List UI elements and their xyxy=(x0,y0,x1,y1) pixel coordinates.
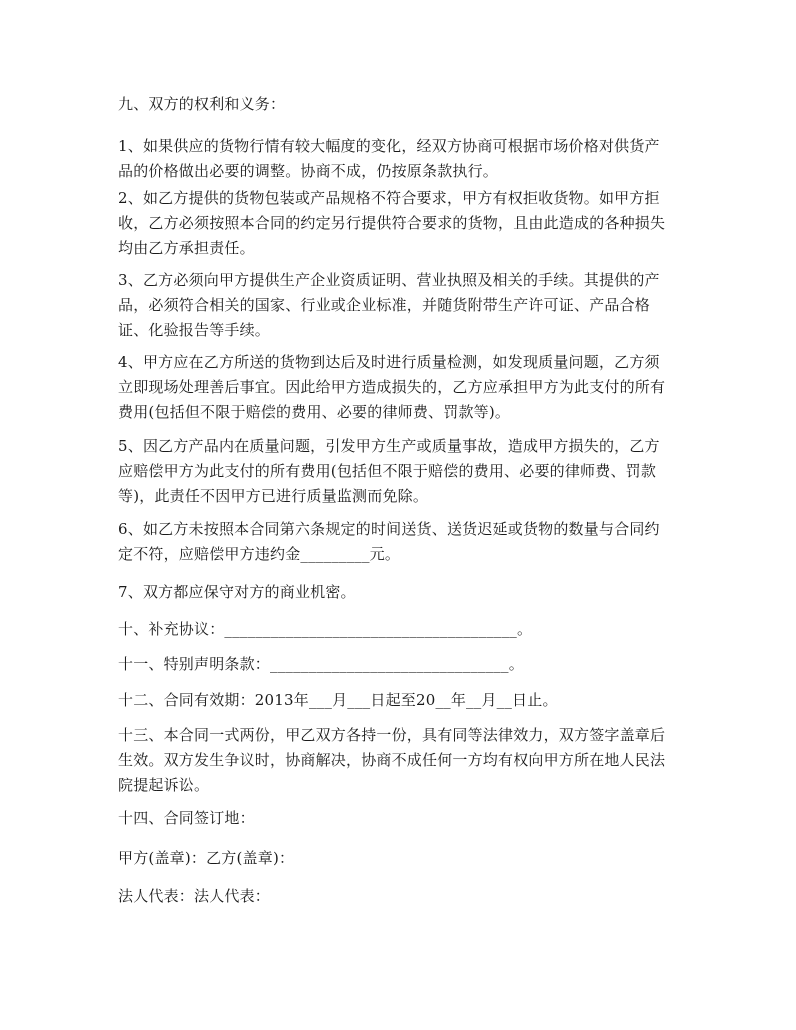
section-11-special-terms xyxy=(118,652,678,677)
text-line: 证、化验报告等手续。 xyxy=(118,321,271,339)
section-9-item-5 xyxy=(118,434,678,509)
section-9-item-6 xyxy=(118,517,678,567)
text-line: 十三、本合同一式两份，甲乙双方各持一份，具有同等法律效力，双方签字盖章后 xyxy=(118,726,666,744)
text-line: 法人代表：法人代表： xyxy=(118,887,271,905)
text-line: 应赔偿甲方为此支付的所有费用(包括但不限于赔偿的费用、必要的律师费、罚款 xyxy=(118,462,657,480)
text-line: 1、如果供应的货物行情有较大幅度的变化，经双方协商可根据市场价格对供货产 xyxy=(118,137,660,155)
section-9-item-1 xyxy=(118,134,678,184)
text-line: 2、如乙方提供的货物包装或产品规格不符合要求，甲方有权拒收货物。如甲方拒 xyxy=(118,189,660,207)
text-line: 定不符，应赔偿甲方违约金_________元。 xyxy=(118,545,401,563)
text-line: 九、双方的权利和义务： xyxy=(118,95,286,113)
section-9-heading xyxy=(118,92,678,117)
legal-representative-line xyxy=(118,884,678,909)
text-line: 品的价格做出必要的调整。协商不成，仍按原条款执行。 xyxy=(118,162,499,180)
text-line: 收，乙方必须按照本合同的约定另行提供符合要求的货物，且由此造成的各种损失 xyxy=(118,214,666,232)
section-9-item-4 xyxy=(118,350,678,425)
section-9-item-2 xyxy=(118,186,678,261)
text-line: 4、甲方应在乙方所送的货物到达后及时进行质量检测，如发现质量问题，乙方须 xyxy=(118,353,660,371)
text-line: 甲方(盖章)：乙方(盖章)： xyxy=(118,849,295,867)
section-10-supplementary xyxy=(118,617,678,642)
section-12-validity xyxy=(118,688,678,713)
text-line: 十、补充协议：______________________________________。 xyxy=(118,620,533,638)
seal-line xyxy=(118,846,678,871)
section-14-signing-place xyxy=(118,806,678,831)
section-9-item-7 xyxy=(118,580,678,605)
text-line: 等)，此责任不因甲方已进行质量监测而免除。 xyxy=(118,487,429,505)
text-line: 立即现场处理善后事宜。因此给甲方造成损失的，乙方应承担甲方为此支付的所有 xyxy=(118,378,666,396)
text-line: 6、如乙方未按照本合同第六条规定的时间送货、送货迟延或货物的数量与合同约 xyxy=(118,520,660,538)
text-line: 5、因乙方产品内在质量问题，引发甲方生产或质量事故，造成甲方损失的，乙方 xyxy=(118,437,660,455)
text-line: 均由乙方承担责任。 xyxy=(118,239,255,257)
text-line: 费用(包括但不限于赔偿的费用、必要的律师费、罚款等)。 xyxy=(118,403,511,421)
text-line: 7、双方都应保守对方的商业机密。 xyxy=(118,583,356,601)
section-13-copies xyxy=(118,723,678,798)
text-line: 生效。双方发生争议时，协商解决，协商不成任何一方均有权向甲方所在地人民法 xyxy=(118,751,666,769)
text-line: 品，必须符合相关的国家、行业或企业标准，并随货附带生产许可证、产品合格 xyxy=(118,296,651,314)
section-9-item-3 xyxy=(118,268,678,343)
text-line: 十一、特别声明条款：_______________________________。 xyxy=(118,655,524,673)
text-line: 十二、合同有效期：2013年___月___日起至20__年__月__日止。 xyxy=(118,691,558,709)
text-line: 十四、合同签订地： xyxy=(118,809,255,827)
text-line: 院提起诉讼。 xyxy=(118,776,210,794)
text-line: 3、乙方必须向甲方提供生产企业资质证明、营业执照及相关的手续。其提供的产 xyxy=(118,271,660,289)
